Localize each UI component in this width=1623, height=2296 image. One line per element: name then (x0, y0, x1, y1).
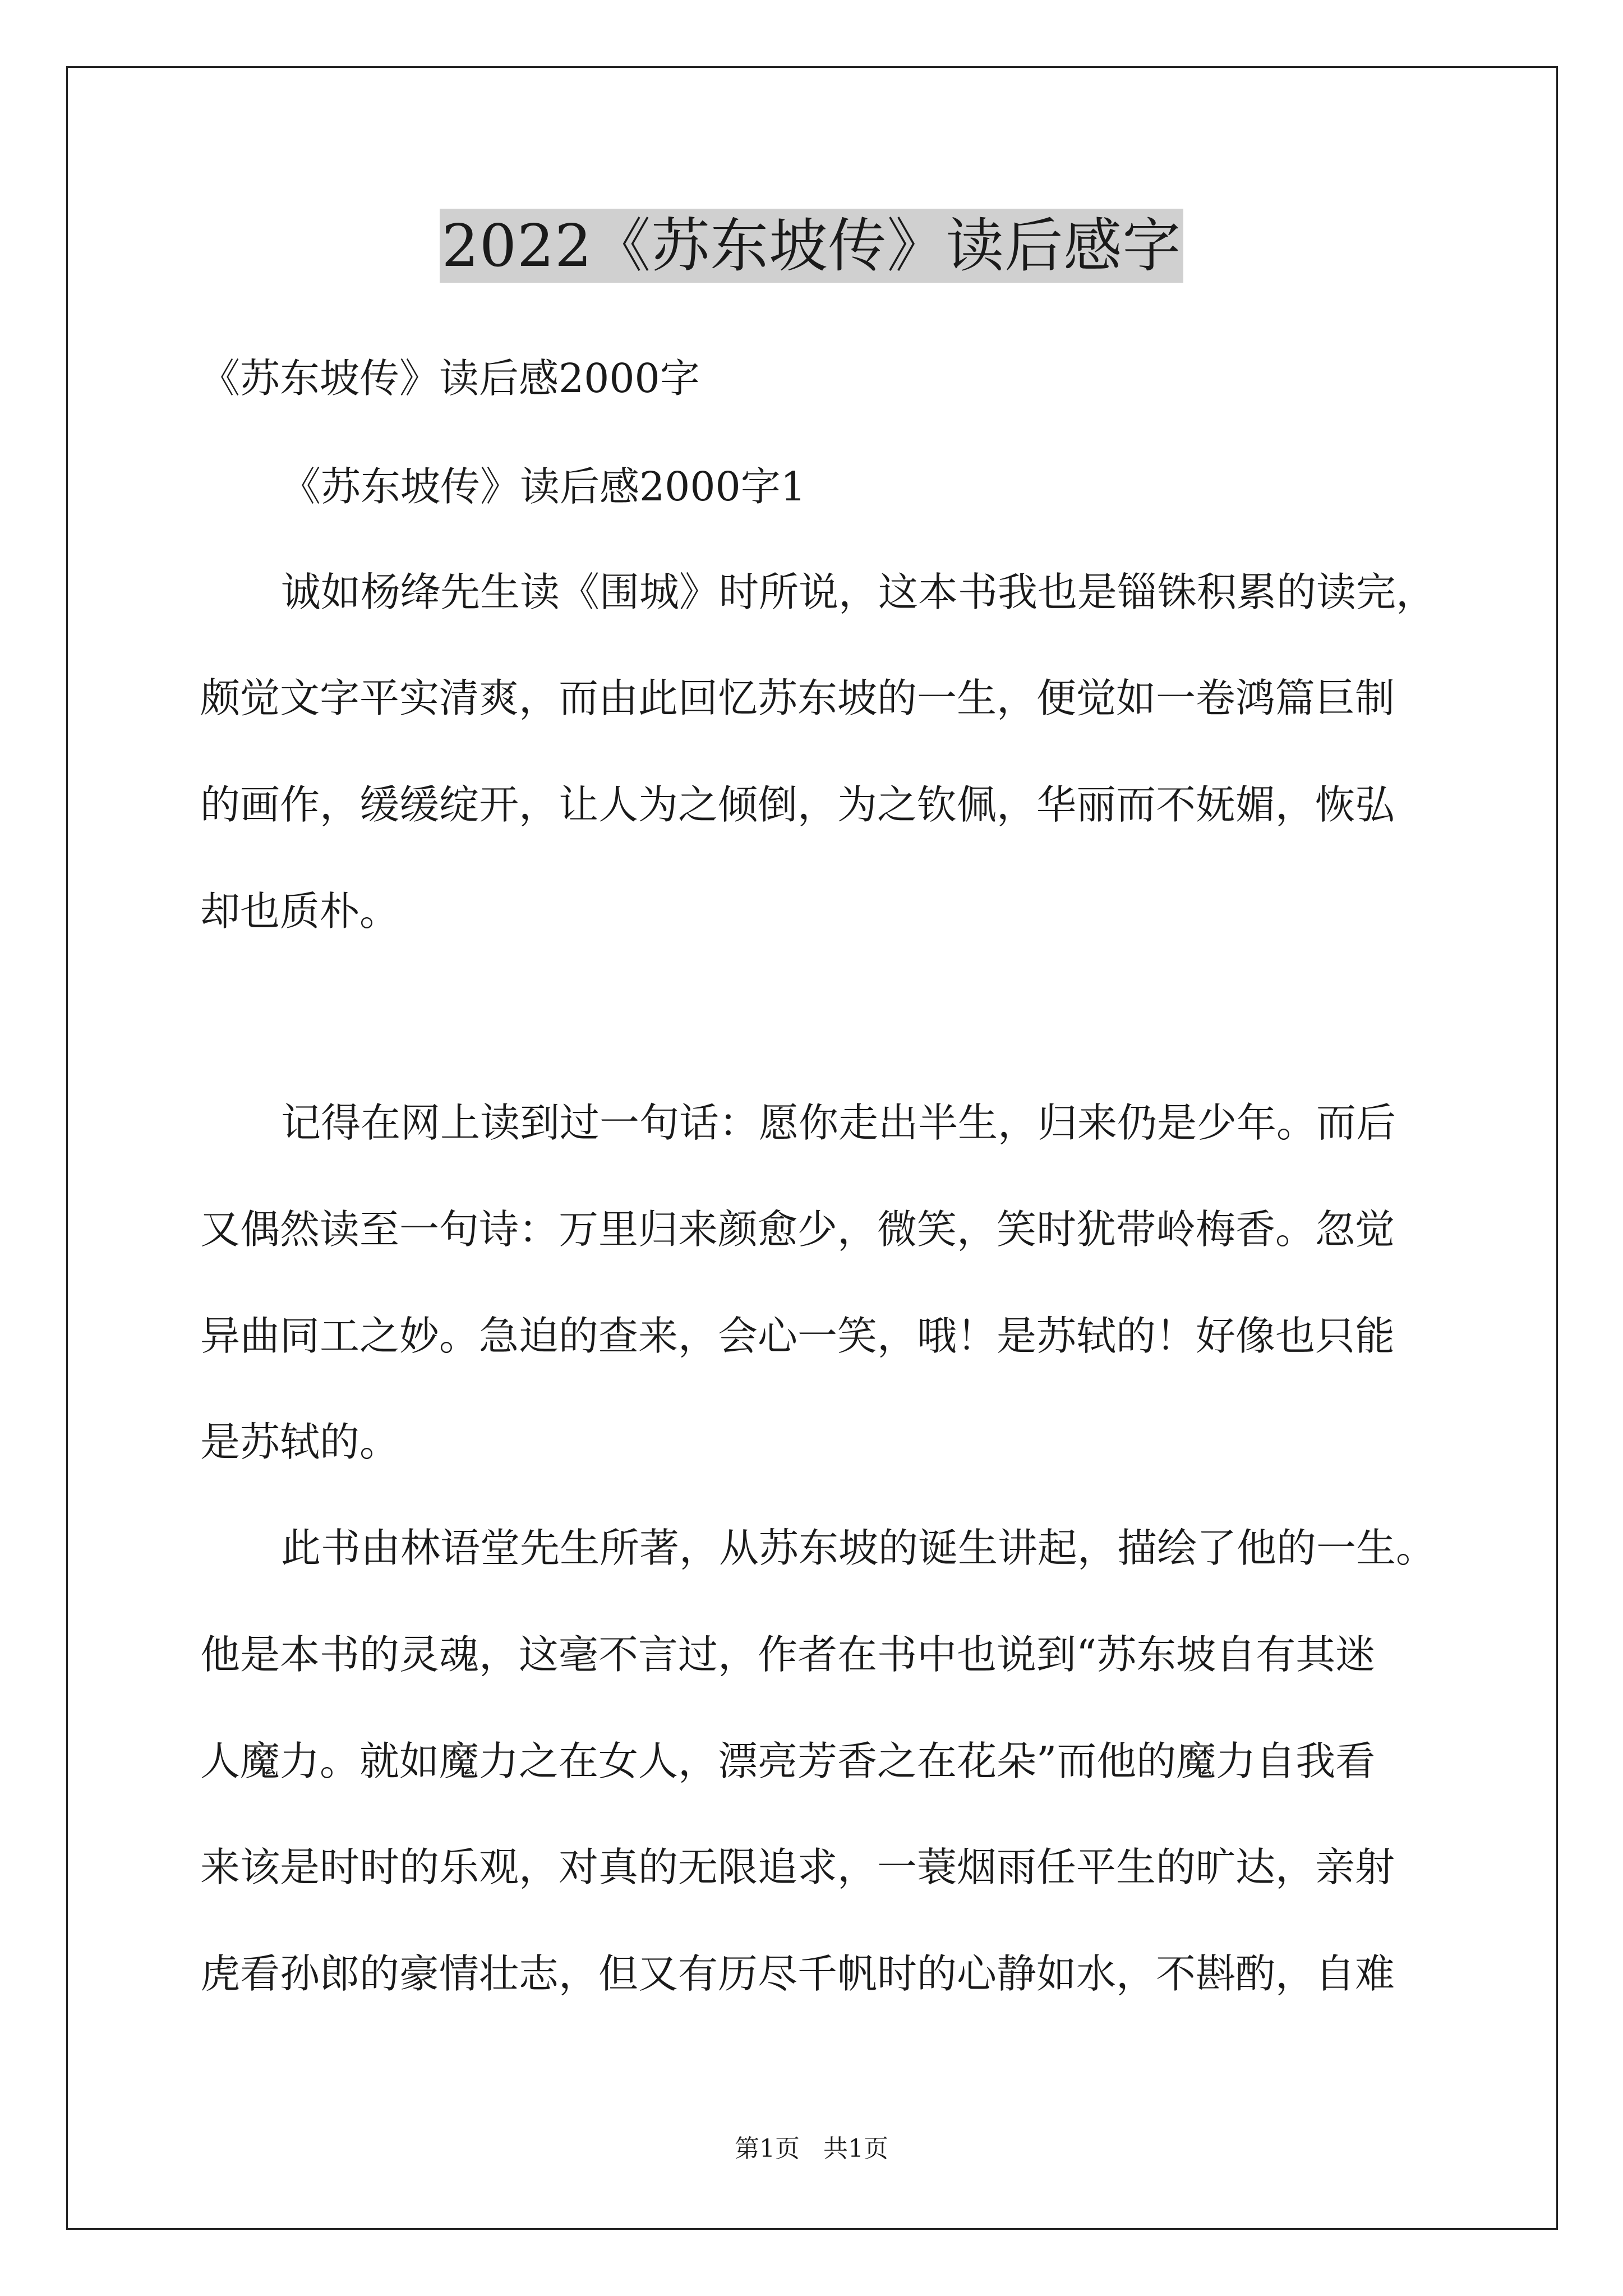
document-subtitle: 《苏东坡传》读后感2000字 (200, 355, 700, 402)
paragraph-1-line-3: 的画作，缓缓绽开，让人为之倾倒，为之钦佩，华丽而不妩媚，恢弘 (200, 781, 1395, 828)
paragraph-1-line-4: 却也质朴。 (200, 888, 400, 935)
page-footer (0, 2133, 1623, 2165)
title-container (0, 209, 1623, 283)
paragraph-2-line-1: 记得在网上读到过一句话：愿你走出半生，归来仍是少年。而后 (281, 1099, 1396, 1146)
paragraph-1-line-1: 诚如杨绛先生读《围城》时所说，这本书我也是锱铢积累的读完， (281, 569, 1436, 615)
document-title: 2022《苏东坡传》读后感字 (440, 209, 1184, 283)
paragraph-3-line-5: 虎看孙郎的豪情壮志，但又有历尽千帆时的心静如水，不斟酌，自难 (200, 1950, 1395, 1997)
paragraph-3-line-3: 人魔力。就如魔力之在女人，漂亮芳香之在花朵”而他的魔力自我看 (200, 1738, 1376, 1784)
paragraph-2-line-3: 异曲同工之妙。急迫的查来，会心一笑，哦！是苏轼的！好像也只能 (200, 1313, 1395, 1359)
paragraph-2-line-2: 又偶然读至一句诗：万里归来颜愈少，微笑，笑时犹带岭梅香。忽觉 (200, 1206, 1395, 1253)
paragraph-2-line-4: 是苏轼的。 (200, 1419, 400, 1465)
paragraph-1-line-2: 颇觉文字平实清爽，而由此回忆苏东坡的一生，便觉如一卷鸿篇巨制 (200, 675, 1395, 721)
page-number-current: 第1页 (735, 2134, 800, 2163)
paragraph-3-line-4: 来该是时时的乐观，对真的无限追求，一蓑烟雨任平生的旷达，亲射 (200, 1844, 1395, 1890)
page-number-total: 共1页 (823, 2134, 888, 2163)
section-heading: 《苏东坡传》读后感2000字1 (281, 463, 806, 510)
paragraph-3-line-1: 此书由林语堂先生所著，从苏东坡的诞生讲起，描绘了他的一生。 (281, 1525, 1436, 1571)
paragraph-3-line-2: 他是本书的灵魂，这毫不言过，作者在书中也说到“苏东坡自有其迷 (200, 1631, 1376, 1678)
